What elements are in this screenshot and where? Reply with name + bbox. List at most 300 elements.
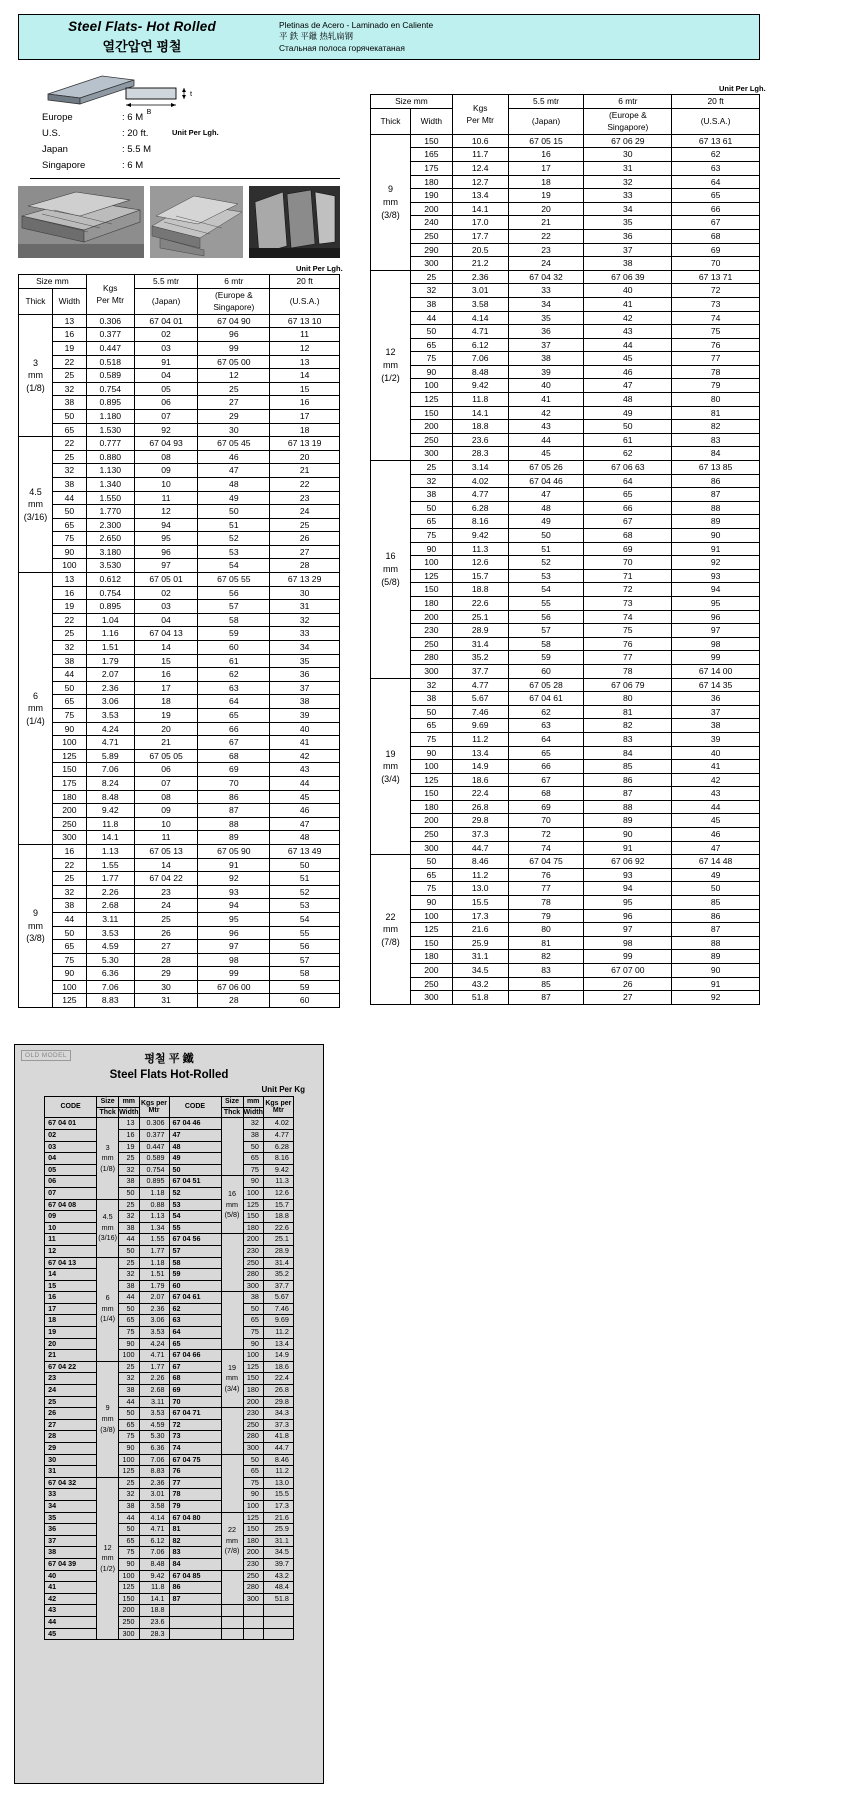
old-cell-code: 83	[169, 1547, 221, 1559]
cell-kgs: 14.1	[86, 831, 134, 845]
old-table-row	[45, 1454, 294, 1466]
old-cell-kgs: 26.8	[263, 1385, 293, 1397]
cell-code-20: 17	[270, 409, 340, 423]
cell-code-55: 22	[508, 229, 584, 243]
cell-width: 100	[52, 980, 86, 994]
cell-code-55: 64	[508, 732, 584, 746]
table-row	[19, 790, 340, 804]
cell-width: 200	[410, 202, 452, 216]
cell-width: 300	[410, 664, 452, 678]
cell-code-55: 04	[134, 369, 198, 383]
cell-width: 280	[410, 651, 452, 665]
cell-code-55: 91	[134, 355, 198, 369]
cell-width: 200	[410, 814, 452, 828]
cell-kgs: 0.895	[86, 600, 134, 614]
cell-code-55: 95	[134, 532, 198, 546]
cell-kgs: 5.89	[86, 749, 134, 763]
old-cell-code: 67 04 75	[169, 1454, 221, 1466]
old-cell-kgs: 1.18	[139, 1257, 169, 1269]
old-model-tag: OLD MODEL	[21, 1050, 71, 1061]
cell-code-20: 56	[270, 940, 340, 954]
old-table-row	[45, 1118, 294, 1130]
cell-code-20: 38	[672, 719, 760, 733]
cell-kgs: 3.53	[86, 926, 134, 940]
header-6-mtr: 6 mtr	[198, 275, 270, 289]
cell-code-55: 41	[508, 393, 584, 407]
cell-code-55: 23	[134, 885, 198, 899]
cell-kgs: 0.777	[86, 437, 134, 451]
cell-code-6: 66	[584, 501, 672, 515]
cell-kgs: 1.180	[86, 409, 134, 423]
cell-code-20: 42	[672, 773, 760, 787]
cell-code-55: 70	[508, 814, 584, 828]
cell-code-55: 67 05 28	[508, 678, 584, 692]
old-cell-width: 38	[119, 1280, 139, 1292]
cell-kgs: 3.11	[86, 912, 134, 926]
cell-code-6: 40	[584, 284, 672, 298]
cell-width: 180	[52, 790, 86, 804]
cell-kgs: 5.30	[86, 953, 134, 967]
cell-code-20: 32	[270, 613, 340, 627]
cell-width: 25	[52, 450, 86, 464]
cell-code-55: 19	[134, 709, 198, 723]
table-row	[371, 800, 760, 814]
old-cell-width: 280	[243, 1269, 263, 1281]
cell-code-55: 56	[508, 610, 584, 624]
cell-kgs: 4.24	[86, 722, 134, 736]
spec-value: : 6 M	[122, 160, 144, 171]
cell-thickness-group: 12 mm (1/2)	[371, 270, 411, 460]
cell-kgs: 17.0	[452, 216, 508, 230]
old-header-width-2: Width	[243, 1107, 263, 1118]
cell-code-6: 89	[584, 814, 672, 828]
cell-code-6: 51	[198, 518, 270, 532]
old-cell-width: 200	[243, 1547, 263, 1559]
cell-code-20: 90	[672, 529, 760, 543]
cell-code-6: 93	[584, 868, 672, 882]
cell-width: 44	[52, 491, 86, 505]
cell-code-55: 45	[508, 447, 584, 461]
old-cell-kgs: 8.48	[139, 1558, 169, 1570]
cell-code-20: 65	[672, 189, 760, 203]
cell-code-6: 67 06 39	[584, 270, 672, 284]
cell-code-20: 99	[672, 651, 760, 665]
cell-width: 165	[410, 148, 452, 162]
cell-code-6: 67 05 45	[198, 437, 270, 451]
cell-kgs: 2.36	[86, 681, 134, 695]
cell-code-20: 64	[672, 175, 760, 189]
cell-kgs: 31.4	[452, 637, 508, 651]
cell-kgs: 3.58	[452, 297, 508, 311]
old-cell-kgs: 28.3	[139, 1628, 169, 1640]
cell-code-20: 74	[672, 311, 760, 325]
cell-code-6: 67	[198, 736, 270, 750]
old-cell-width: 100	[243, 1187, 263, 1199]
cell-width: 22	[52, 858, 86, 872]
cell-code-6: 92	[198, 872, 270, 886]
cell-kgs: 22.4	[452, 787, 508, 801]
old-cell-code: 82	[169, 1535, 221, 1547]
cell-code-6: 72	[584, 583, 672, 597]
old-cell-empty	[221, 1628, 243, 1640]
cell-code-20: 81	[672, 406, 760, 420]
cell-kgs: 1.04	[86, 613, 134, 627]
table-row	[19, 573, 340, 587]
cell-code-6: 60	[198, 641, 270, 655]
cell-code-6: 26	[584, 977, 672, 991]
cell-width: 300	[52, 831, 86, 845]
old-header-kgs: Kgs per Mtr	[139, 1097, 169, 1118]
cell-thickness-group: 4.5 mm (3/16)	[19, 437, 53, 573]
cell-code-20: 35	[270, 654, 340, 668]
old-cell-width: 250	[243, 1570, 263, 1582]
table-row	[371, 651, 760, 665]
old-cell-width: 44	[119, 1234, 139, 1246]
old-table-row	[45, 1373, 294, 1385]
old-cell-kgs: 13.4	[263, 1338, 293, 1350]
old-cell-code: 41	[45, 1582, 97, 1594]
spec-value: : 5.5 M	[122, 144, 152, 155]
old-cell-code: 60	[169, 1280, 221, 1292]
old-cell-code: 67 04 51	[169, 1176, 221, 1188]
cell-code-55: 39	[508, 365, 584, 379]
old-cell-width: 125	[243, 1199, 263, 1211]
header-55-sub: (Japan)	[508, 108, 584, 134]
table-row	[19, 967, 340, 981]
old-cell-width: 100	[119, 1350, 139, 1362]
page-title: Steel Flats- Hot Rolled	[68, 19, 216, 34]
cell-kgs: 13.4	[452, 189, 508, 203]
old-table-row	[45, 1211, 294, 1223]
table-row	[19, 709, 340, 723]
cell-width: 100	[52, 736, 86, 750]
table-row	[371, 189, 760, 203]
old-cell-width: 180	[243, 1222, 263, 1234]
old-cell-width: 38	[119, 1222, 139, 1234]
cell-code-6: 95	[584, 896, 672, 910]
old-table-row	[45, 1315, 294, 1327]
header-20-ft: 20 ft	[270, 275, 340, 289]
table-row	[371, 705, 760, 719]
cell-code-20: 75	[672, 325, 760, 339]
cell-kgs: 8.24	[86, 776, 134, 790]
cell-code-20: 57	[270, 953, 340, 967]
cell-kgs: 43.2	[452, 977, 508, 991]
old-cell-kgs: 25.1	[263, 1234, 293, 1246]
old-cell-kgs: 13.0	[263, 1477, 293, 1489]
cell-code-20: 47	[672, 841, 760, 855]
cell-width: 65	[52, 940, 86, 954]
old-cell-kgs: 1.34	[139, 1222, 169, 1234]
cell-code-6: 48	[198, 477, 270, 491]
old-cell-code: 63	[169, 1315, 221, 1327]
old-cell-width: 32	[119, 1489, 139, 1501]
cell-thickness-group: 22 mm (7/8)	[371, 855, 411, 1005]
cell-width: 250	[410, 229, 452, 243]
old-cell-code: 67 04 01	[45, 1118, 97, 1130]
cell-code-6: 63	[198, 681, 270, 695]
old-cell-width: 50	[119, 1245, 139, 1257]
cell-width: 150	[410, 583, 452, 597]
cell-code-55: 68	[508, 787, 584, 801]
cell-code-20: 55	[270, 926, 340, 940]
old-cell-width: 38	[119, 1500, 139, 1512]
cell-kgs: 25.1	[452, 610, 508, 624]
old-cell-width: 75	[243, 1164, 263, 1176]
cell-code-6: 49	[584, 406, 672, 420]
cell-code-55: 67 04 22	[134, 872, 198, 886]
cell-kgs: 37.7	[452, 664, 508, 678]
cell-kgs: 0.754	[86, 586, 134, 600]
cell-width: 25	[52, 872, 86, 886]
old-table-row	[45, 1605, 294, 1617]
old-cell-width: 25	[119, 1257, 139, 1269]
old-cell-width: 150	[243, 1211, 263, 1223]
table-row	[371, 379, 760, 393]
table-row	[19, 369, 340, 383]
old-cell-code: 43	[45, 1605, 97, 1617]
divider	[30, 178, 340, 179]
old-cell-code: 55	[169, 1222, 221, 1234]
cell-code-6: 78	[584, 664, 672, 678]
cell-code-20: 95	[672, 596, 760, 610]
old-cell-code: 64	[169, 1327, 221, 1339]
cell-code-6: 28	[198, 994, 270, 1008]
old-cell-width: 150	[119, 1593, 139, 1605]
cell-code-55: 96	[134, 545, 198, 559]
cell-width: 250	[52, 817, 86, 831]
cell-width: 25	[52, 627, 86, 641]
cell-width: 250	[410, 977, 452, 991]
table-row	[19, 885, 340, 899]
cell-kgs: 31.1	[452, 950, 508, 964]
old-cell-kgs: 34.3	[263, 1408, 293, 1420]
table-row	[371, 474, 760, 488]
cell-code-6: 56	[198, 586, 270, 600]
translation-cjk: 平 鉄 平鑞 热轧扁钢	[279, 31, 353, 42]
cell-width: 150	[410, 406, 452, 420]
old-cell-code: 11	[45, 1234, 97, 1246]
size-table-right	[370, 94, 760, 1005]
old-cell-kgs: 3.53	[139, 1408, 169, 1420]
cell-width: 125	[410, 773, 452, 787]
cell-code-6: 34	[584, 202, 672, 216]
cell-code-20: 40	[672, 746, 760, 760]
header-6-sub: (Europe & Singapore)	[198, 288, 270, 314]
cell-code-20: 41	[270, 736, 340, 750]
old-cell-width: 125	[119, 1582, 139, 1594]
old-cell-kgs: 4.02	[263, 1118, 293, 1130]
old-cell-empty	[263, 1628, 293, 1640]
cell-thickness-group: 3 mm (1/8)	[19, 314, 53, 436]
cell-width: 75	[410, 352, 452, 366]
old-cell-code: 40	[45, 1570, 97, 1582]
old-cell-width: 25	[119, 1477, 139, 1489]
old-model-panel	[14, 1044, 324, 1784]
old-cell-kgs: 9.69	[263, 1315, 293, 1327]
header-55-mtr: 5.5 mtr	[508, 95, 584, 109]
cell-code-6: 74	[584, 610, 672, 624]
cell-code-55: 65	[508, 746, 584, 760]
cell-kgs: 3.01	[452, 284, 508, 298]
cell-width: 25	[52, 369, 86, 383]
table-subheader-row	[19, 288, 340, 314]
cell-width: 50	[52, 681, 86, 695]
cell-code-6: 67 05 00	[198, 355, 270, 369]
old-cell-thickness: 9 mm (3/8)	[97, 1361, 119, 1477]
old-cell-kgs: 29.8	[263, 1396, 293, 1408]
cell-kgs: 2.650	[86, 532, 134, 546]
old-cell-width: 50	[243, 1303, 263, 1315]
cell-kgs: 9.42	[452, 379, 508, 393]
old-cell-code: 79	[169, 1500, 221, 1512]
cell-kgs: 37.3	[452, 828, 508, 842]
old-cell-width: 300	[243, 1280, 263, 1292]
old-cell-width: 90	[119, 1443, 139, 1455]
table-row	[19, 899, 340, 913]
cell-width: 150	[410, 787, 452, 801]
cell-kgs: 7.46	[452, 705, 508, 719]
table-row	[371, 542, 760, 556]
old-cell-kgs: 1.77	[139, 1361, 169, 1373]
cell-code-20: 86	[672, 909, 760, 923]
old-header-kgs-2: Kgs per Mtr	[263, 1097, 293, 1118]
old-cell-kgs: 25.9	[263, 1524, 293, 1536]
old-cell-code: 03	[45, 1141, 97, 1153]
old-table-row	[45, 1222, 294, 1234]
old-cell-kgs: 2.07	[139, 1292, 169, 1304]
cell-code-6: 80	[584, 692, 672, 706]
cell-code-55: 17	[134, 681, 198, 695]
cell-code-6: 36	[584, 229, 672, 243]
cell-code-55: 67 04 75	[508, 855, 584, 869]
cell-code-55: 72	[508, 828, 584, 842]
old-cell-code: 20	[45, 1338, 97, 1350]
old-cell-kgs: 41.8	[263, 1431, 293, 1443]
table-row	[371, 637, 760, 651]
cell-code-6: 41	[584, 297, 672, 311]
cell-code-6: 64	[198, 695, 270, 709]
cell-code-20: 36	[672, 692, 760, 706]
size-table	[370, 94, 760, 1005]
old-table-row	[45, 1129, 294, 1141]
cell-kgs: 8.16	[452, 515, 508, 529]
table-row	[371, 855, 760, 869]
cell-code-55: 85	[508, 977, 584, 991]
cell-width: 240	[410, 216, 452, 230]
old-cell-kgs: 48.4	[263, 1582, 293, 1594]
cell-width: 65	[410, 338, 452, 352]
old-cell-code: 67 04 80	[169, 1512, 221, 1524]
cell-code-55: 07	[134, 409, 198, 423]
cell-code-55: 02	[134, 586, 198, 600]
table-row	[19, 926, 340, 940]
cell-code-20: 36	[270, 668, 340, 682]
old-header-row	[45, 1097, 294, 1108]
old-cell-width: 75	[119, 1431, 139, 1443]
cell-width: 32	[52, 464, 86, 478]
cell-code-55: 35	[508, 311, 584, 325]
old-table-row	[45, 1280, 294, 1292]
spec-label: Singapore	[42, 160, 86, 171]
old-cell-width: 280	[243, 1582, 263, 1594]
old-cell-width: 13	[119, 1118, 139, 1130]
cell-code-6: 76	[584, 637, 672, 651]
cell-kgs: 34.5	[452, 964, 508, 978]
cell-width: 19	[52, 600, 86, 614]
old-header-size-2: Size	[221, 1097, 243, 1108]
cell-kgs: 14.1	[452, 406, 508, 420]
old-cell-kgs: 3.53	[139, 1327, 169, 1339]
table-row	[19, 817, 340, 831]
cell-width: 25	[410, 461, 452, 475]
cell-kgs: 0.895	[86, 396, 134, 410]
cell-code-20: 67 14 00	[672, 664, 760, 678]
cell-code-55: 02	[134, 328, 198, 342]
table-row	[371, 773, 760, 787]
table-row	[371, 501, 760, 515]
cell-kgs: 44.7	[452, 841, 508, 855]
old-cell-code: 62	[169, 1303, 221, 1315]
old-table-row	[45, 1350, 294, 1362]
cell-code-6: 65	[584, 488, 672, 502]
old-cell-width: 50	[243, 1454, 263, 1466]
cell-kgs: 11.2	[452, 868, 508, 882]
old-cell-width: 50	[119, 1408, 139, 1420]
table-row	[371, 447, 760, 461]
cell-code-55: 03	[134, 341, 198, 355]
table-row	[371, 297, 760, 311]
old-table-row	[45, 1187, 294, 1199]
cell-code-20: 22	[270, 477, 340, 491]
cell-code-55: 11	[134, 491, 198, 505]
old-cell-kgs: 43.2	[263, 1570, 293, 1582]
table-row	[19, 912, 340, 926]
cell-code-6: 53	[198, 545, 270, 559]
cell-code-20: 79	[672, 379, 760, 393]
cell-code-6: 91	[198, 858, 270, 872]
cell-code-6: 66	[198, 722, 270, 736]
cell-kgs: 2.68	[86, 899, 134, 913]
cell-kgs: 4.14	[452, 311, 508, 325]
cell-kgs: 7.06	[86, 980, 134, 994]
header-20-ft: 20 ft	[672, 95, 760, 109]
cell-code-20: 62	[672, 148, 760, 162]
old-table-row	[45, 1303, 294, 1315]
cell-width: 38	[52, 899, 86, 913]
cell-code-6: 71	[584, 569, 672, 583]
table-row	[371, 760, 760, 774]
cell-code-55: 66	[508, 760, 584, 774]
cell-kgs: 21.6	[452, 923, 508, 937]
old-cell-empty	[221, 1605, 243, 1617]
cell-kgs: 2.07	[86, 668, 134, 682]
cell-kgs: 11.3	[452, 542, 508, 556]
cell-code-20: 54	[270, 912, 340, 926]
old-cell-kgs: 1.13	[139, 1211, 169, 1223]
old-cell-code: 69	[169, 1385, 221, 1397]
old-cell-code: 28	[45, 1431, 97, 1443]
cell-code-6: 67 06 92	[584, 855, 672, 869]
table-row	[19, 681, 340, 695]
cell-code-55: 67 04 01	[134, 314, 198, 328]
cell-width: 125	[410, 393, 452, 407]
cell-code-6: 45	[584, 352, 672, 366]
old-cell-code: 74	[169, 1443, 221, 1455]
cell-kgs: 1.340	[86, 477, 134, 491]
cell-code-55: 67 04 32	[508, 270, 584, 284]
old-cell-width: 90	[119, 1558, 139, 1570]
